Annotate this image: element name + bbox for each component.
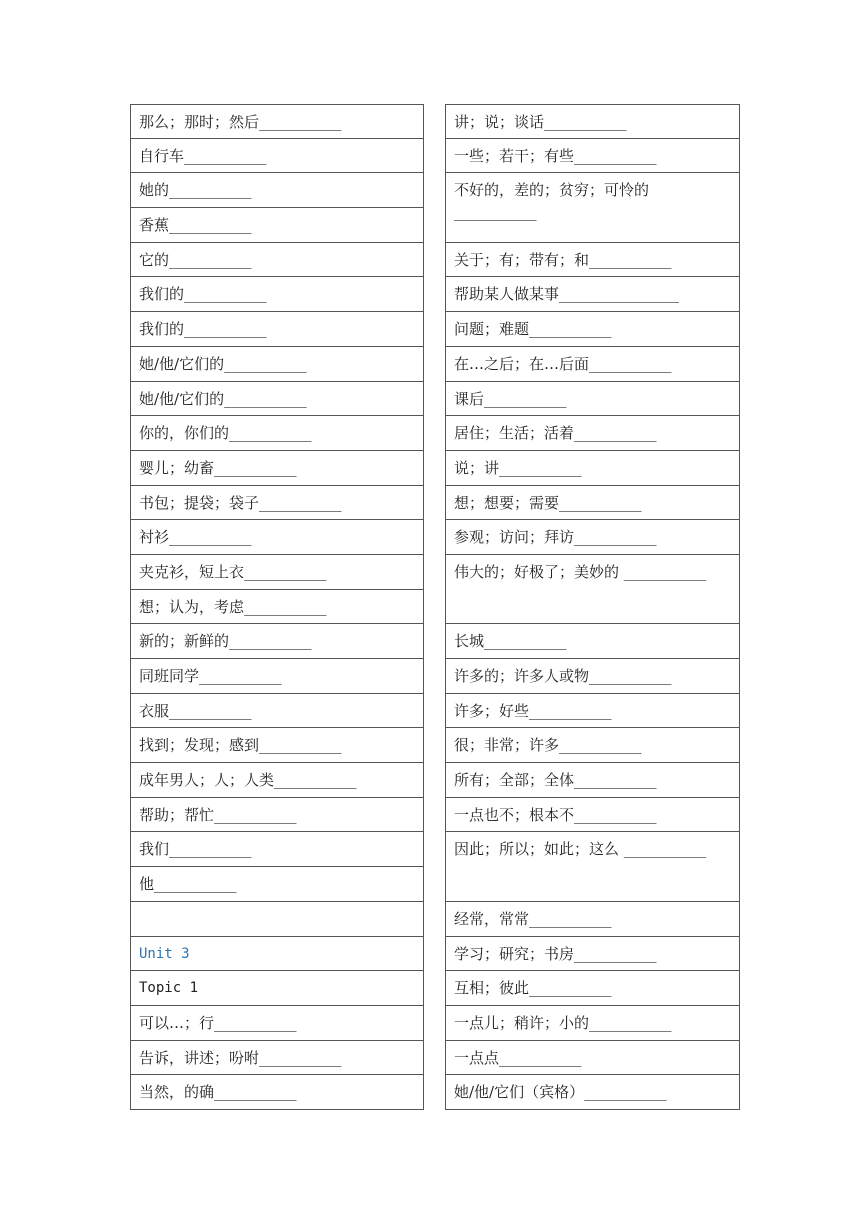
table-row: 互相；彼此___________ [445,971,740,1006]
vocab-table-left [130,104,424,1110]
table-row: 她/他/它们的___________ [130,382,424,417]
unit-heading: Unit 3 [130,937,424,972]
table-row: 一点也不；根本不___________ [445,798,740,833]
table-row: 找到；发现；感到___________ [130,728,424,763]
table-row: 一些；若干；有些___________ [445,139,740,174]
table-row: 参观；访问；拜访___________ [445,520,740,555]
table-row: 告诉，讲述；吩咐___________ [130,1041,424,1076]
table-row: 很；非常；许多___________ [445,728,740,763]
empty-row [130,902,424,937]
table-row: 关于；有；带有；和___________ [445,243,740,278]
table-row: 当然，的确___________ [130,1075,424,1110]
table-row: 伟大的；好极了；美妙的 ___________ [445,555,740,624]
table-row: 讲；说；谈话___________ [445,104,740,139]
table-row: 婴儿；幼畜___________ [130,451,424,486]
table-row: 我们___________ [130,832,424,867]
vocab-table-right [445,104,740,1110]
table-row: 一点儿；稍许；小的___________ [445,1006,740,1041]
table-row: 我们的___________ [130,277,424,312]
table-row: 夹克衫，短上衣___________ [130,555,424,590]
table-row: 新的；新鲜的___________ [130,624,424,659]
table-row: 帮助；帮忙___________ [130,798,424,833]
table-row: 她/他/它们（宾格）___________ [445,1075,740,1110]
table-row: 许多；好些___________ [445,694,740,729]
table-row: 她/他/它们的___________ [130,347,424,382]
table-row: 经常，常常___________ [445,902,740,937]
table-row: 她的___________ [130,173,424,208]
table-row: 不好的，差的；贫穷；可怜的 ___________ [445,173,740,242]
table-row: 学习；研究；书房___________ [445,937,740,972]
table-row: 那么；那时；然后___________ [130,104,424,139]
table-row: 许多的；许多人或物___________ [445,659,740,694]
table-row: 课后___________ [445,382,740,417]
table-row: 说；讲___________ [445,451,740,486]
table-row: 你的，你们的___________ [130,416,424,451]
table-row: 一点点___________ [445,1041,740,1076]
table-row: 想；想要；需要___________ [445,486,740,521]
table-row: 我们的___________ [130,312,424,347]
table-row: 所有；全部；全体___________ [445,763,740,798]
topic-heading: Topic 1 [130,971,424,1006]
table-row: 自行车___________ [130,139,424,174]
table-row: 问题；难题___________ [445,312,740,347]
table-row: 同班同学___________ [130,659,424,694]
table-row: 因此；所以；如此；这么 ___________ [445,832,740,901]
table-row: 衬衫___________ [130,520,424,555]
table-row: 在…之后；在…后面___________ [445,347,740,382]
table-row: 香蕉___________ [130,208,424,243]
table-row: 衣服___________ [130,694,424,729]
table-row: 他___________ [130,867,424,902]
table-row: 帮助某人做某事________________ [445,277,740,312]
table-row: 居住；生活；活着___________ [445,416,740,451]
table-row: 成年男人；人；人类___________ [130,763,424,798]
table-row: 长城___________ [445,624,740,659]
table-row: 书包；提袋；袋子___________ [130,486,424,521]
table-row: 它的___________ [130,243,424,278]
table-row: 可以…；行___________ [130,1006,424,1041]
table-row: 想；认为，考虑___________ [130,590,424,625]
